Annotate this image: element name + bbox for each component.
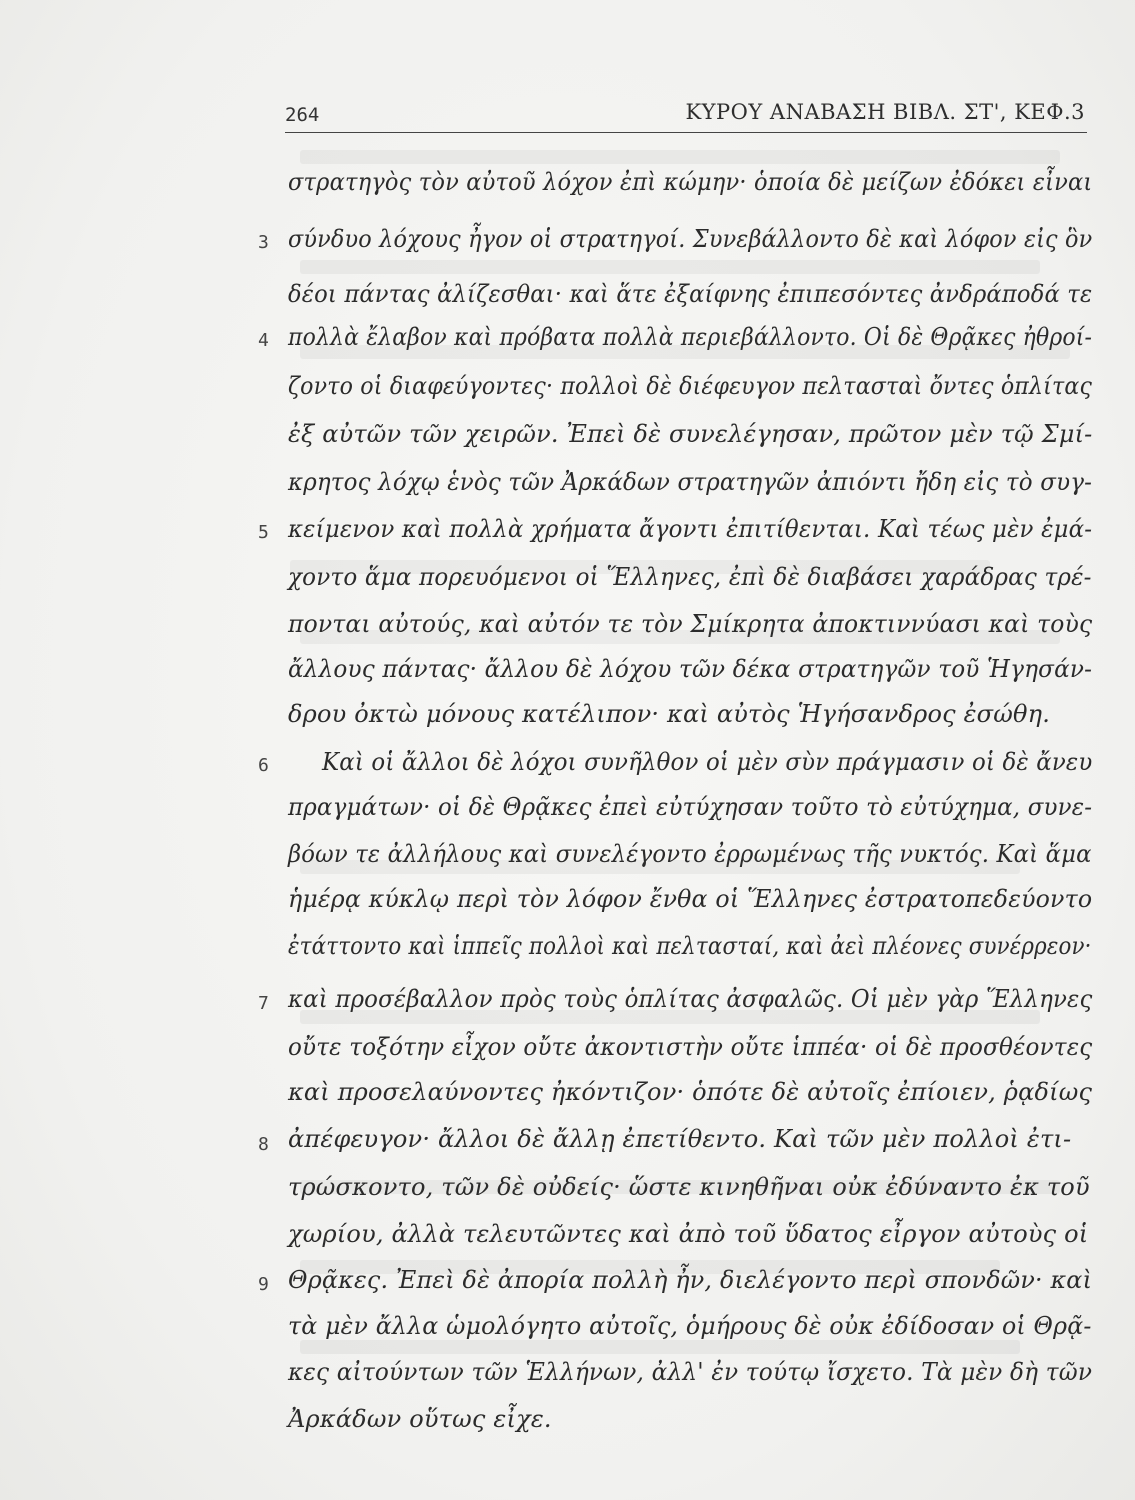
text-line: βόων τε ἀλλήλους καὶ συνελέγοντο ἐρρωμένως τῆς νυκτός. Καὶ ἅμα bbox=[288, 840, 1092, 868]
text-line: δρου ὀκτὼ μόνους κατέλιπον· καὶ αὐτὸς Ἡγήσανδρος ἐσώθη. bbox=[288, 700, 1051, 728]
text-line: κείμενον καὶ πολλὰ χρήματα ἄγοντι ἐπιτίθενται. Καὶ τέως μὲν ἐμά- bbox=[288, 515, 1093, 543]
text-line: χωρίου, ἀλλὰ τελευτῶντες καὶ ἀπὸ τοῦ ὕδατος εἶργον αὐτοὺς οἱ bbox=[288, 1220, 1089, 1248]
text-line: πραγμάτων· οἱ δὲ Θρᾷκες ἐπεὶ εὐτύχησαν τοῦτο τὸ εὐτύχημα, συνε- bbox=[288, 793, 1093, 821]
text-line: κες αἰτούντων τῶν Ἑλλήνων, ἀλλ' ἐν τούτῳ ἴσχετο. Τὰ μὲν δὴ τῶν bbox=[288, 1358, 1093, 1386]
section-number: 9 bbox=[258, 1274, 269, 1295]
section-number: 8 bbox=[258, 1134, 269, 1155]
text-line: σύνδυο λόχους ἦγον οἱ στρατηγοί. Συνεβάλλοντο δὲ καὶ λόφον εἰς ὃν bbox=[288, 225, 1093, 253]
section-number: 6 bbox=[258, 755, 269, 776]
section-number: 7 bbox=[258, 993, 269, 1014]
text-line: Θρᾷκες. Ἐπεὶ δὲ ἀπορία πολλὴ ἦν, διελέγοντο περὶ σπονδῶν· καὶ bbox=[288, 1266, 1093, 1294]
text-line: τρώσκοντο, τῶν δὲ οὐδείς· ὥστε κινηθῆναι οὐκ ἐδύναντο ἐκ τοῦ bbox=[288, 1173, 1090, 1201]
text-line: κρητος λόχῳ ἑνὸς τῶν Ἀρκάδων στρατηγῶν ἀπιόντι ἤδη εἰς τὸ συγ- bbox=[288, 468, 1093, 496]
text-line: Ἀρκάδων οὕτως εἶχε. bbox=[288, 1405, 552, 1433]
text-line: τὰ μὲν ἄλλα ὡμολόγητο αὐτοῖς, ὁμήρους δὲ οὐκ ἐδίδοσαν οἱ Θρᾷ- bbox=[288, 1312, 1092, 1340]
text-line: καὶ προσέβαλλον πρὸς τοὺς ὁπλίτας ἀσφαλῶς. Οἱ μὲν γὰρ Ἕλληνες bbox=[288, 985, 1093, 1013]
text-line: ζοντο οἱ διαφεύγοντες· πολλοὶ δὲ διέφευγον πελτασταὶ ὄντες ὁπλίτας bbox=[288, 372, 1093, 400]
text-line: ἐξ αὐτῶν τῶν χειρῶν. Ἐπεὶ δὲ συνελέγησαν, πρῶτον μὲν τῷ Σμί- bbox=[288, 420, 1093, 448]
text-line: δέοι πάντας ἀλίζεσθαι· καὶ ἅτε ἐξαίφνης ἐπιπεσόντες ἀνδράποδά τε bbox=[288, 280, 1093, 308]
page-number: 264 bbox=[285, 104, 320, 126]
text-line: ἀπέφευγον· ἄλλοι δὲ ἄλλῃ ἐπετίθεντο. Καὶ τῶν μὲν πολλοὶ ἐτι- bbox=[288, 1125, 1072, 1153]
section-number: 5 bbox=[258, 522, 269, 543]
text-line: καὶ προσελαύνοντες ἠκόντιζον· ὁπότε δὲ αὐτοῖς ἐπίοιεν, ῥᾳδίως bbox=[288, 1078, 1093, 1106]
section-number: 3 bbox=[258, 232, 269, 253]
text-line: ἐτάττοντο καὶ ἱππεῖς πολλοὶ καὶ πελτασταί, καὶ ἀεὶ πλέονες συνέρρεον· bbox=[288, 932, 1092, 960]
text-line: ἡμέρᾳ κύκλῳ περὶ τὸν λόφον ἔνθα οἱ Ἕλληνες ἐστρατοπεδεύοντο bbox=[288, 885, 1093, 913]
text-line: ἄλλους πάντας· ἄλλου δὲ λόχου τῶν δέκα στρατηγῶν τοῦ Ἡγησάν- bbox=[288, 655, 1093, 683]
running-head: ΚΥΡΟΥ ΑΝΑΒΑΣΗ ΒΙΒΛ. ΣΤ', ΚΕΦ.3 bbox=[685, 100, 1085, 124]
text-line: χοντο ἅμα πορευόμενοι οἱ Ἕλληνες, ἐπὶ δὲ διαβάσει χαράδρας τρέ- bbox=[288, 563, 1092, 591]
text-line: πολλὰ ἔλαβον καὶ πρόβατα πολλὰ περιεβάλλοντο. Οἱ δὲ Θρᾷκες ἠθροί- bbox=[288, 323, 1093, 351]
text-line: στρατηγὸς τὸν αὐτοῦ λόχον ἐπὶ κώμην· ὁποία δὲ μείζων ἐδόκει εἶναι bbox=[288, 168, 1093, 196]
text-line: οὔτε τοξότην εἶχον οὔτε ἀκοντιστὴν οὔτε ἱππέα· οἱ δὲ προσθέοντες bbox=[288, 1033, 1093, 1061]
text-line: Καὶ οἱ ἄλλοι δὲ λόχοι συνῆλθον οἱ μὲν σὺν πράγμασιν οἱ δὲ ἄνευ bbox=[322, 748, 1093, 776]
text-line: πονται αὐτούς, καὶ αὐτόν τε τὸν Σμίκρητα ἀποκτιννύασι καὶ τοὺς bbox=[288, 610, 1093, 638]
section-number: 4 bbox=[258, 330, 269, 351]
